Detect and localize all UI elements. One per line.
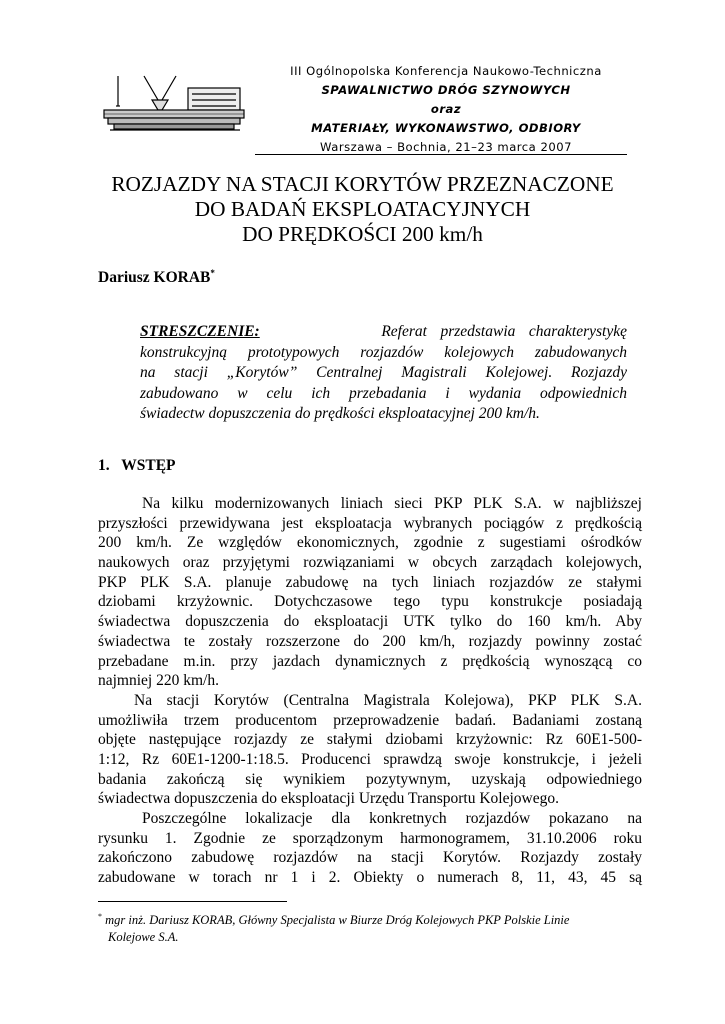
conference-topic-2: MATERIAŁY, WYKONAWSTWO, ODBIORY bbox=[311, 121, 581, 135]
body-text bbox=[98, 494, 642, 888]
conference-header bbox=[262, 62, 630, 157]
body-line: PKP PLK S.A. planuje zabudowę na tych liniach rozjazdów ze stałymi bbox=[98, 573, 642, 591]
body-line: Na kilku modernizowanych liniach sieci PKP PLK S.A. w najbliższej bbox=[142, 495, 642, 512]
title-line-2: DO BADAŃ EKSPLOATACYJNYCH bbox=[194, 197, 531, 221]
paper-title bbox=[90, 172, 635, 247]
title-line-1: ROZJAZDY NA STACJI KORYTÓW PRZEZNACZONE bbox=[111, 172, 614, 196]
body-line: dziobami krzyżownic. Dotychczasowe tego typu konstrukcje posiadają bbox=[98, 593, 642, 611]
abstract-line: konstrukcyjną prototypowych rozjazdów kolejowych zabudowanych bbox=[140, 343, 627, 361]
conference-topic: SPAWALNICTWO DRÓG SZYNOWYCH bbox=[321, 83, 571, 97]
author-name: Dariusz KORAB bbox=[98, 269, 211, 286]
body-line: przebadane m.in. przy jazdach dynamicznych z prędkością wynoszącą co bbox=[98, 652, 642, 670]
abstract-line: zabudowano w celu ich przebadania i wydania odpowiednich bbox=[140, 384, 627, 402]
body-line: świadectwa te zostały rozszerzone do 200 km/h, rozjazdy powinny zostać bbox=[98, 632, 642, 650]
abstract-line: STRESZCZENIE: Referat przedstawia charakterystykę bbox=[140, 323, 627, 340]
section-number: 1. bbox=[98, 457, 110, 474]
footnote-line-2: Kolejowe S.A. bbox=[108, 929, 179, 944]
body-line: 200 km/h. Ze względów ekonomicznych, zgodnie z sugestiami ośrodków bbox=[98, 534, 642, 552]
abstract-label: STRESZCZENIE: bbox=[140, 323, 260, 340]
title-line-3: DO PRĘDKOŚCI 200 km/h bbox=[242, 222, 483, 246]
body-line: naukowych oraz przyjętymi rozwiązaniami w obcych zarządach kolejowych, bbox=[98, 554, 642, 572]
body-line: umożliwiła trzem producentom przeprowadzenie badań. Badaniami zostaną bbox=[98, 711, 642, 729]
body-line: przyszłości przewidywana jest eksploatacja wybranych pociągów z prędkością bbox=[98, 514, 642, 532]
footnote-mark: * bbox=[98, 912, 102, 921]
footnote-divider bbox=[98, 901, 287, 902]
body-line: badania zakończą się wynikiem pozytywnym, uzyskają odpowiedniego bbox=[98, 770, 642, 788]
author-footnote-mark: * bbox=[210, 268, 215, 278]
body-line: najmniej 220 km/h. bbox=[98, 672, 219, 690]
abstract bbox=[140, 322, 627, 425]
abstract-line: na stacji „Korytów” Centralnej Magistrali Kolejowej. Rozjazdy bbox=[140, 364, 627, 381]
header-divider bbox=[255, 154, 627, 155]
conference-logo-icon bbox=[100, 66, 250, 140]
body-line: zabudowane w torach nr 1 i 2. Obiekty o numerach 8, 11, 43, 45 są bbox=[98, 869, 642, 887]
body-line: świadectwa dopuszczenia do eksploatacji Urzędu Transportu Kolejowego. bbox=[98, 790, 559, 808]
body-line: objęte następujące rozjazdy ze stałymi dziobami krzyżownic: Rz 60E1-500- bbox=[98, 731, 642, 749]
conference-name: III Ogólnopolska Konferencja Naukowo-Techniczna bbox=[290, 64, 602, 78]
abstract-line: świadectw dopuszczenia do prędkości eksploatacyjnej 200 km/h. bbox=[140, 405, 540, 422]
body-line: świadectwa dopuszczenia do eksploatacji UTK tylko do 160 km/h. Aby bbox=[98, 613, 642, 631]
body-line: 1:12, Rz 60E1-1200-1:18.5. Producenci sprawdzą swoje konstrukcje, i jeżeli bbox=[98, 750, 642, 768]
body-line: zakończono zabudowę rozjazdów na stacji Korytów. Rozjazdy zostały bbox=[98, 849, 642, 867]
body-line: Na stacji Korytów (Centralna Magistrala Kolejowa), PKP PLK S.A. bbox=[134, 691, 642, 709]
footnote-line-1: * mgr inż. Dariusz KORAB, Główny Specjalista w Biurze Dróg Kolejowych PKP Polskie Linie bbox=[98, 912, 570, 927]
body-line: Poszczególne lokalizacje dla konkretnych rozjazdów pokazano na bbox=[142, 810, 642, 827]
conference-place-date: Warszawa – Bochnia, 21–23 marca 2007 bbox=[320, 140, 572, 154]
section-heading bbox=[98, 457, 176, 475]
body-line: rysunku 1. Zgodnie ze sporządzonym harmonogramem, 31.10.2006 roku bbox=[98, 829, 642, 847]
author bbox=[98, 268, 215, 287]
section-title: WSTĘP bbox=[121, 457, 176, 474]
footnote bbox=[98, 909, 642, 945]
conference-conjunction: oraz bbox=[430, 102, 462, 116]
